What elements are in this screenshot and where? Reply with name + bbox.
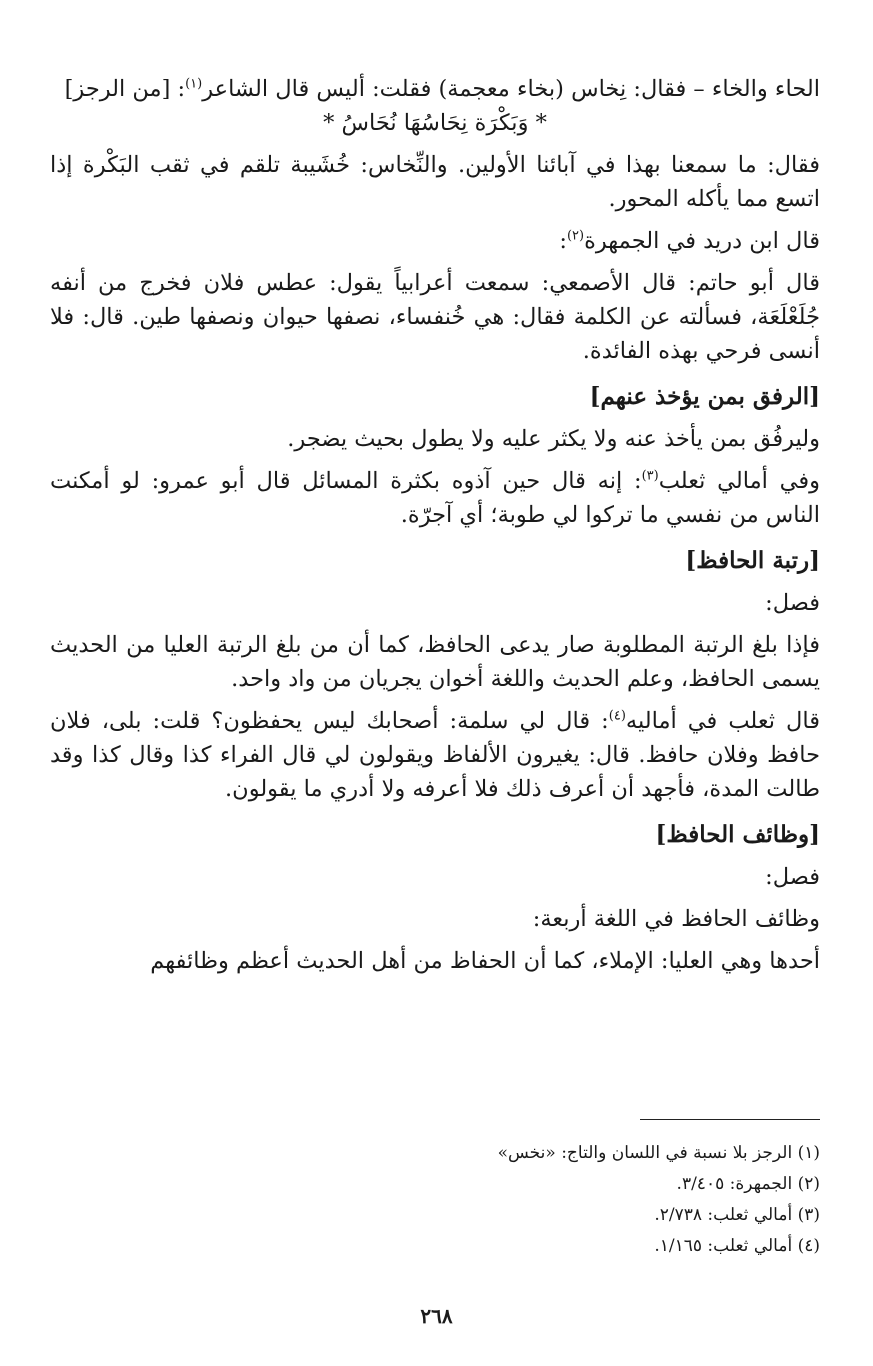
paragraph: فإذا بلغ الرتبة المطلوبة صار يدعى الحافظ، كما أن من بلغ الرتبة العليا من الحديث يسمى الحافظ، وعلم الحديث واللغة أخوان يجريان من واد واحد.	[50, 632, 820, 692]
footnote-ref[interactable]: (٢)	[566, 228, 585, 244]
footnote-ref[interactable]: (٤)	[608, 708, 626, 724]
page-number: ٢٦٨	[420, 1304, 453, 1328]
paragraph-text: قال ابن دريد في الجمهرة	[584, 228, 820, 254]
section-heading: [رتبة الحافظ]	[685, 547, 820, 574]
verse-line: * وَبَكْرَة نِحَاسُهَا نُحَاسُ *	[323, 110, 547, 136]
footnote-divider	[640, 1119, 820, 1120]
footnote: (٢) الجمهرة: ٣/٤٠٥.	[676, 1174, 820, 1194]
section-heading: [وظائف الحافظ]	[655, 821, 820, 848]
paragraph-text: قال ثعلب في أماليه	[625, 708, 820, 734]
footnote: (٤) أمالي ثعلب: ١/١٦٥.	[654, 1236, 820, 1256]
paragraph: فقال: ما سمعنا بهذا في آبائنا الأولين. والنِّخاس: خُشَيبة تلقم في ثقب البَكْرة إذا اتسع مما يأكله المحور.	[50, 152, 820, 212]
footnote: (٣) أمالي ثعلب: ٢/٧٣٨.	[654, 1205, 820, 1225]
paragraph	[50, 72, 820, 106]
section-label: فصل:	[765, 590, 820, 616]
section-label: فصل:	[765, 864, 820, 890]
paragraph-text: الحاء والخاء – فقال: نِخاس (بخاء معجمة) فقلت: أليس قال الشاعر	[202, 76, 820, 102]
footnote-ref[interactable]: (٣)	[641, 468, 659, 484]
paragraph-text: : [من الرجز]	[64, 76, 186, 102]
paragraph-text: : قال لي سلمة: أصحابك ليس يحفظون؟ قلت: بلى، فلان حافظ وفلان حافظ. قال: يغيرون الألفاظ ويقولون لي قال الفراء كذا وقال كذا وقد طالت المدة، فأجهد أن أعرف ذلك فلا أعرفه ولا أدري ما يقولون.	[50, 708, 820, 802]
paragraph: قال أبو حاتم: قال الأصمعي: سمعت أعرابياً يقول: عطس فلان فخرج من أنفه جُلَعْلَعَة، فسألته عن الكلمة فقال: هي خُنفساء، نصفها حيوان ونصفها طين. قال: فلا أنسى فرحي بهذه الفائدة.	[50, 270, 820, 364]
section-heading: [الرفق بمن يؤخذ عنهم]	[589, 383, 820, 410]
footnote-ref[interactable]: (١)	[185, 76, 203, 92]
footnotes	[50, 1138, 820, 1262]
paragraph	[50, 464, 820, 532]
paragraph-text: : إنه قال حين آذوه بكثرة المسائل قال أبو عمرو: لو أمكنت الناس من نفسي ما تركوا لي طوبة؛ أي آجرّة.	[50, 468, 820, 528]
paragraph: وليرفُق بمن يأخذ عنه ولا يكثر عليه ولا يطول بحيث يضجر.	[287, 426, 820, 452]
paragraph	[50, 224, 820, 258]
paragraph	[50, 704, 820, 806]
paragraph-text: وفي أمالي ثعلب	[658, 468, 820, 494]
footnote: (١) الرجز بلا نسبة في اللسان والتاج: «نخس»	[497, 1143, 820, 1163]
paragraph: أحدها وهي العليا: الإملاء، كما أن الحفاظ من أهل الحديث أعظم وظائفهم	[150, 948, 820, 974]
paragraph-text: :	[559, 228, 567, 254]
page-body	[50, 72, 820, 978]
paragraph: وظائف الحافظ في اللغة أربعة:	[532, 906, 820, 932]
